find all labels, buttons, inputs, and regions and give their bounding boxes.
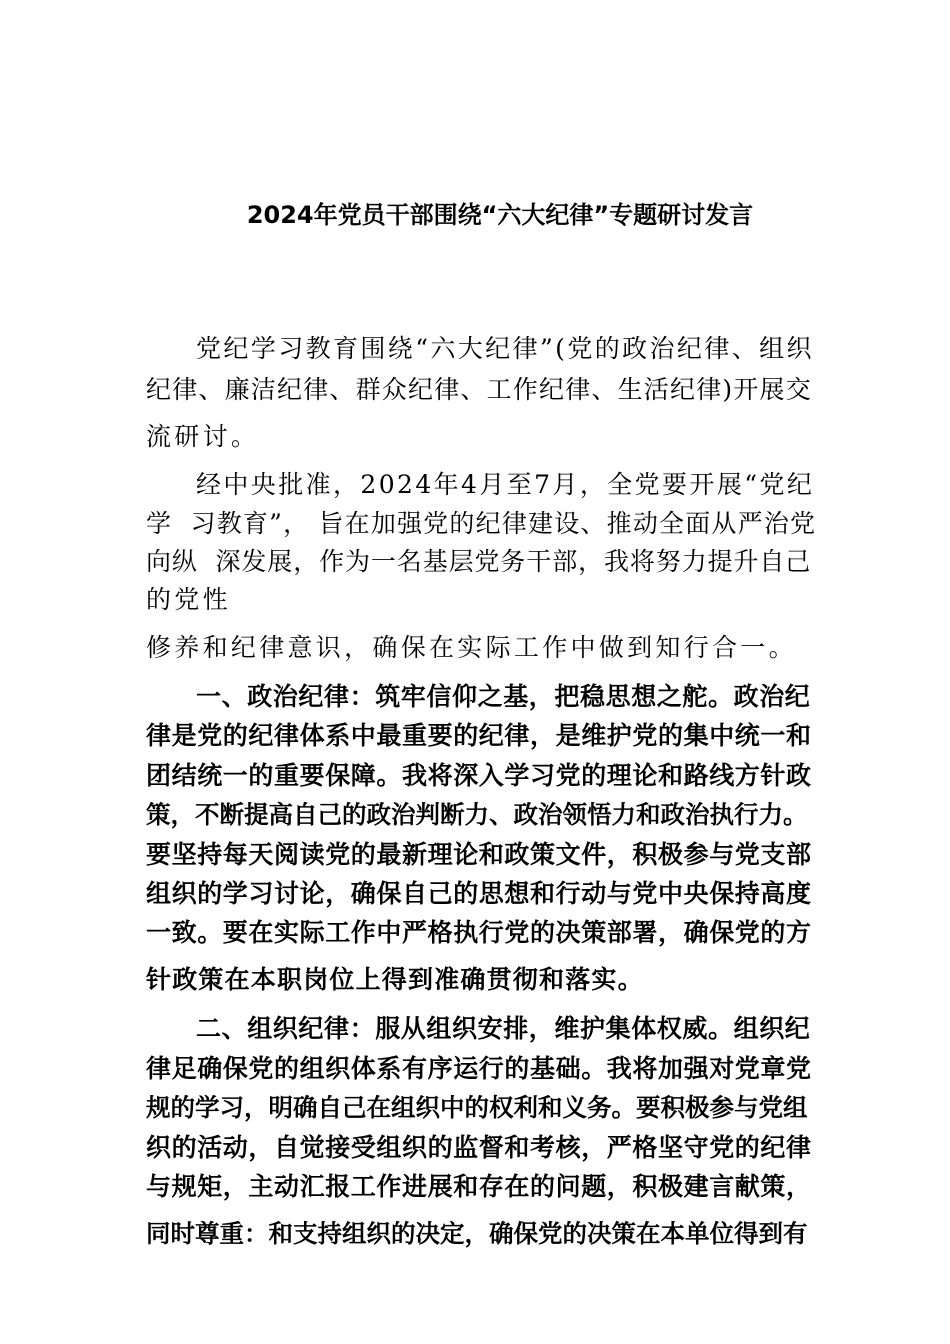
para2-line-3: 向纵 深发展，作为一名基层党务干部，我将努力提升自己 [146, 547, 812, 576]
document-title: 2024年党员干部围绕“六大纪律”专题研讨发言 [246, 201, 754, 229]
intro-line-1: 党纪学习教育围绕“六大纪律”(党的政治纪律、组织 [196, 334, 814, 363]
section2-line-1: 二、组织纪律：服从组织安排，维护集体权威。组织纪 [196, 1014, 811, 1043]
section2-line-2: 律足确保党的组织体系有序运行的基础。我将加强对党章党 [146, 1054, 812, 1083]
section1-line-6: 组织的学习讨论，确保自己的思想和行动与党中央保持高度 [146, 879, 812, 908]
section2-line-6: 同时尊重：和支持组织的决定，确保党的决策在本单位得到有 [146, 1219, 808, 1248]
para2-line-4: 的党性 [146, 585, 231, 614]
section2-line-3: 规的学习，明确自己在组织中的权利和义务。要积极参与党组 [146, 1093, 808, 1122]
section1-line-8: 针政策在本职岗位上得到准确贯彻和落实。 [146, 965, 644, 994]
section1-line-7: 一致。要在实际工作中严格执行党的决策部署，确保党的方 [146, 918, 812, 947]
section1-line-4: 策，不断提高自己的政治判断力、政治领悟力和政治执行力。 [146, 800, 808, 829]
section1-line-5: 要坚持每天阅读党的最新理论和政策文件，积极参与党支部 [146, 840, 812, 869]
section1-line-2: 律是党的纪律体系中最重要的纪律，是维护党的集中统一和 [146, 721, 812, 750]
section1-line-1: 一、政治纪律：筑牢信仰之基，把稳思想之舵。政治纪 [196, 682, 811, 711]
section2-line-5: 与规矩，主动汇报工作进展和存在的问题，积极建言献策， [146, 1172, 812, 1201]
section1-line-3: 团结统一的重要保障。我将深入学习党的理论和路线方针政 [146, 761, 812, 790]
intro-line-2: 纪律、廉洁纪律、群众纪律、工作纪律、生活纪律)开展交 [146, 375, 812, 404]
para2-line-1: 经中央批准，2024年4月至7月，全党要开展“党纪 [196, 470, 815, 499]
intro-line-3: 流研讨。 [146, 422, 260, 451]
para2-line-2: 学 习教育”， 旨在加强党的纪律建设、推动全面从严治党 [146, 509, 817, 538]
para2-line-5: 修养和纪律意识，确保在实际工作中做到知行合一。 [146, 633, 797, 662]
section2-line-4: 织的活动，自觉接受组织的监督和考核，严格坚守党的纪律 [146, 1133, 812, 1162]
